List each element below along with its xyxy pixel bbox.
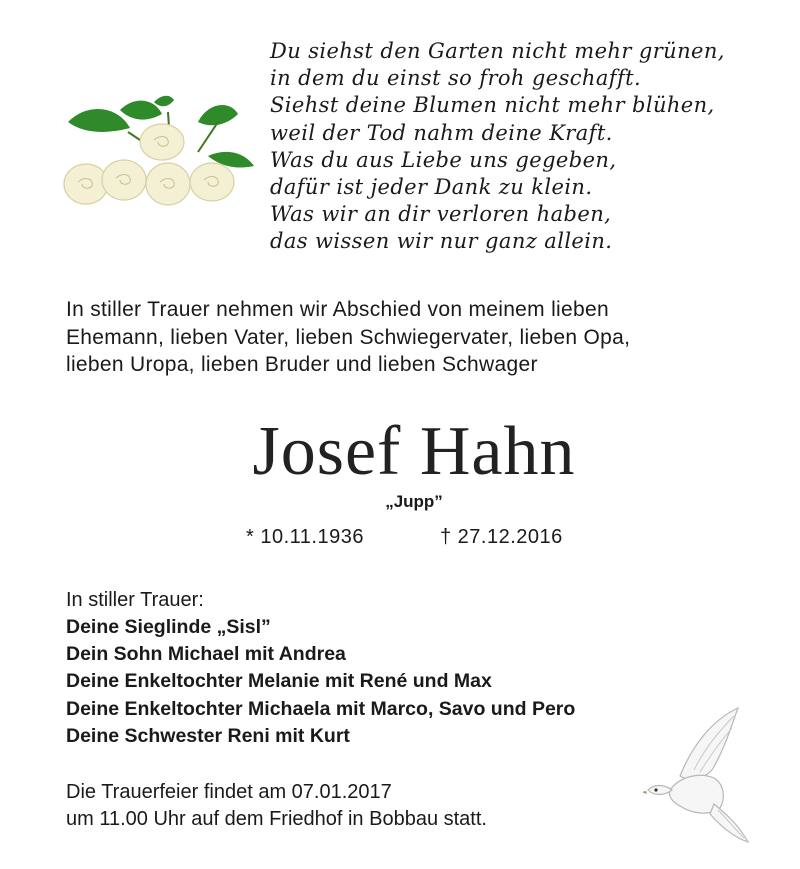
poem-line: in dem du einst so froh geschafft. bbox=[270, 66, 642, 91]
white-roses-image bbox=[58, 92, 258, 214]
mourner-item: Deine Enkeltochter Melanie mit René und Max bbox=[66, 670, 492, 693]
intro-line: Ehemann, lieben Vater, lieben Schwiegervater, lieben Opa, bbox=[66, 325, 631, 349]
service-line: Die Trauerfeier findet am 07.01.2017 bbox=[66, 781, 392, 803]
mourner-item: Deine Enkeltochter Michaela mit Marco, Savo und Pero bbox=[66, 697, 576, 720]
deceased-name: Josef Hahn bbox=[252, 413, 576, 490]
mourners-list bbox=[66, 614, 575, 750]
poem-line: Du siehst den Garten nicht mehr grünen, bbox=[270, 39, 725, 63]
mourner-item: Deine Schwester Reni mit Kurt bbox=[66, 724, 350, 747]
poem-line: Was du aus Liebe uns gegeben, bbox=[270, 147, 617, 172]
white-dove-image bbox=[640, 706, 752, 848]
life-dates bbox=[246, 526, 563, 549]
poem-line: Siehst deine Blumen nicht mehr blühen, bbox=[270, 93, 715, 118]
intro-text bbox=[66, 296, 630, 379]
service-info bbox=[66, 779, 487, 833]
intro-line: In stiller Trauer nehmen wir Abschied von meinem lieben bbox=[66, 298, 609, 321]
poem-line: Was wir an dir verloren haben, bbox=[270, 202, 612, 227]
service-line: um 11.00 Uhr auf dem Friedhof in Bobbau statt. bbox=[66, 808, 487, 830]
poem-line: das wissen wir nur ganz allein. bbox=[270, 229, 613, 254]
deceased-nickname: „Jupp” bbox=[385, 492, 443, 511]
death-date: † 27.12.2016 bbox=[440, 526, 563, 548]
poem-line: weil der Tod nahm deine Kraft. bbox=[270, 120, 613, 145]
mourners-heading: In stiller Trauer: bbox=[66, 589, 204, 611]
mourner-item: Deine Sieglinde „Sisl” bbox=[66, 616, 271, 638]
poem bbox=[270, 38, 725, 256]
intro-line: lieben Uropa, lieben Bruder und lieben Schwager bbox=[66, 353, 538, 376]
mourner-item: Dein Sohn Michael mit Andrea bbox=[66, 643, 346, 666]
birth-date: * 10.11.1936 bbox=[246, 526, 364, 548]
poem-line: dafür ist jeder Dank zu klein. bbox=[270, 175, 593, 200]
